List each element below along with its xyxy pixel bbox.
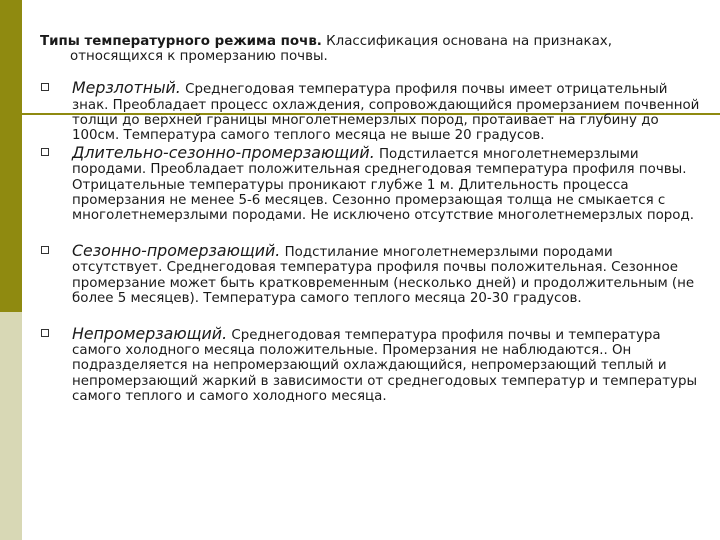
item-text: Среднегодовая температура профиля почвы имеет отрицательный знак. Преобладает процесс охлаждения, сопровождающийся промерзанием почвенной толщи до верхней границы многолетнемерзлых пород, протаивает на глубину до 100см. Температура самого теплого месяца не выше 20 градусов.: [72, 82, 700, 144]
bullet-square-icon: [41, 148, 49, 156]
bullet-square-icon: [41, 83, 49, 91]
item-text: Подстилание многолетнемерзлыми породами отсутствует. Среднегодовая температура профиля почвы положительная. Сезонное промерзание может быть кратковременным (несколько дней) и продолжительным (не более 5 месяцев). Температура самого теплого месяца 20-30 градусов.: [72, 245, 695, 306]
bullet-square-icon: [41, 246, 49, 254]
item-term: Мерзлотный.: [72, 78, 181, 98]
accent-side-bar-lower: [0, 312, 22, 540]
list-item: [40, 80, 700, 143]
item-text: Подстилается многолетнемерзлыми породами. Преобладает положительная среднегодовая температура профиля почвы. Отрицательные температуры проникают глубже 1 м. Длительность процесса промерзания не менее 5-6 месяцев. Сезонно промерзающая толща не смыкается с многолетнемерзлыми породами. Не исключено отсутствие многолетнемерзлых пород.: [72, 147, 694, 224]
intro-paragraph: [40, 34, 700, 64]
slide-content: [40, 34, 700, 404]
list-item: [40, 145, 700, 223]
intro-text: Классификация основана на признаках, относящихся к промерзанию почвы.: [70, 34, 612, 65]
item-text: Среднегодовая температура профиля почвы и температура самого холодного месяца положительные. Промерзания не наблюдаются.. Он подразделяется на непромерзающий охлаждающийся, непромерзающий теплый и непромерзающий жаркий в зависимости от среднегодовых температур и температуры самого теплого и самого холодного месяца.: [72, 328, 698, 404]
item-term: Непромерзающий.: [72, 324, 228, 344]
list-item: [40, 326, 700, 404]
item-term: Длительно-сезонно-промерзающий.: [72, 143, 375, 163]
intro-lead: Типы температурного режима почв.: [40, 34, 322, 49]
bullet-square-icon: [41, 329, 49, 337]
list-item: [40, 243, 700, 306]
item-term: Сезонно-промерзающий.: [72, 241, 281, 261]
